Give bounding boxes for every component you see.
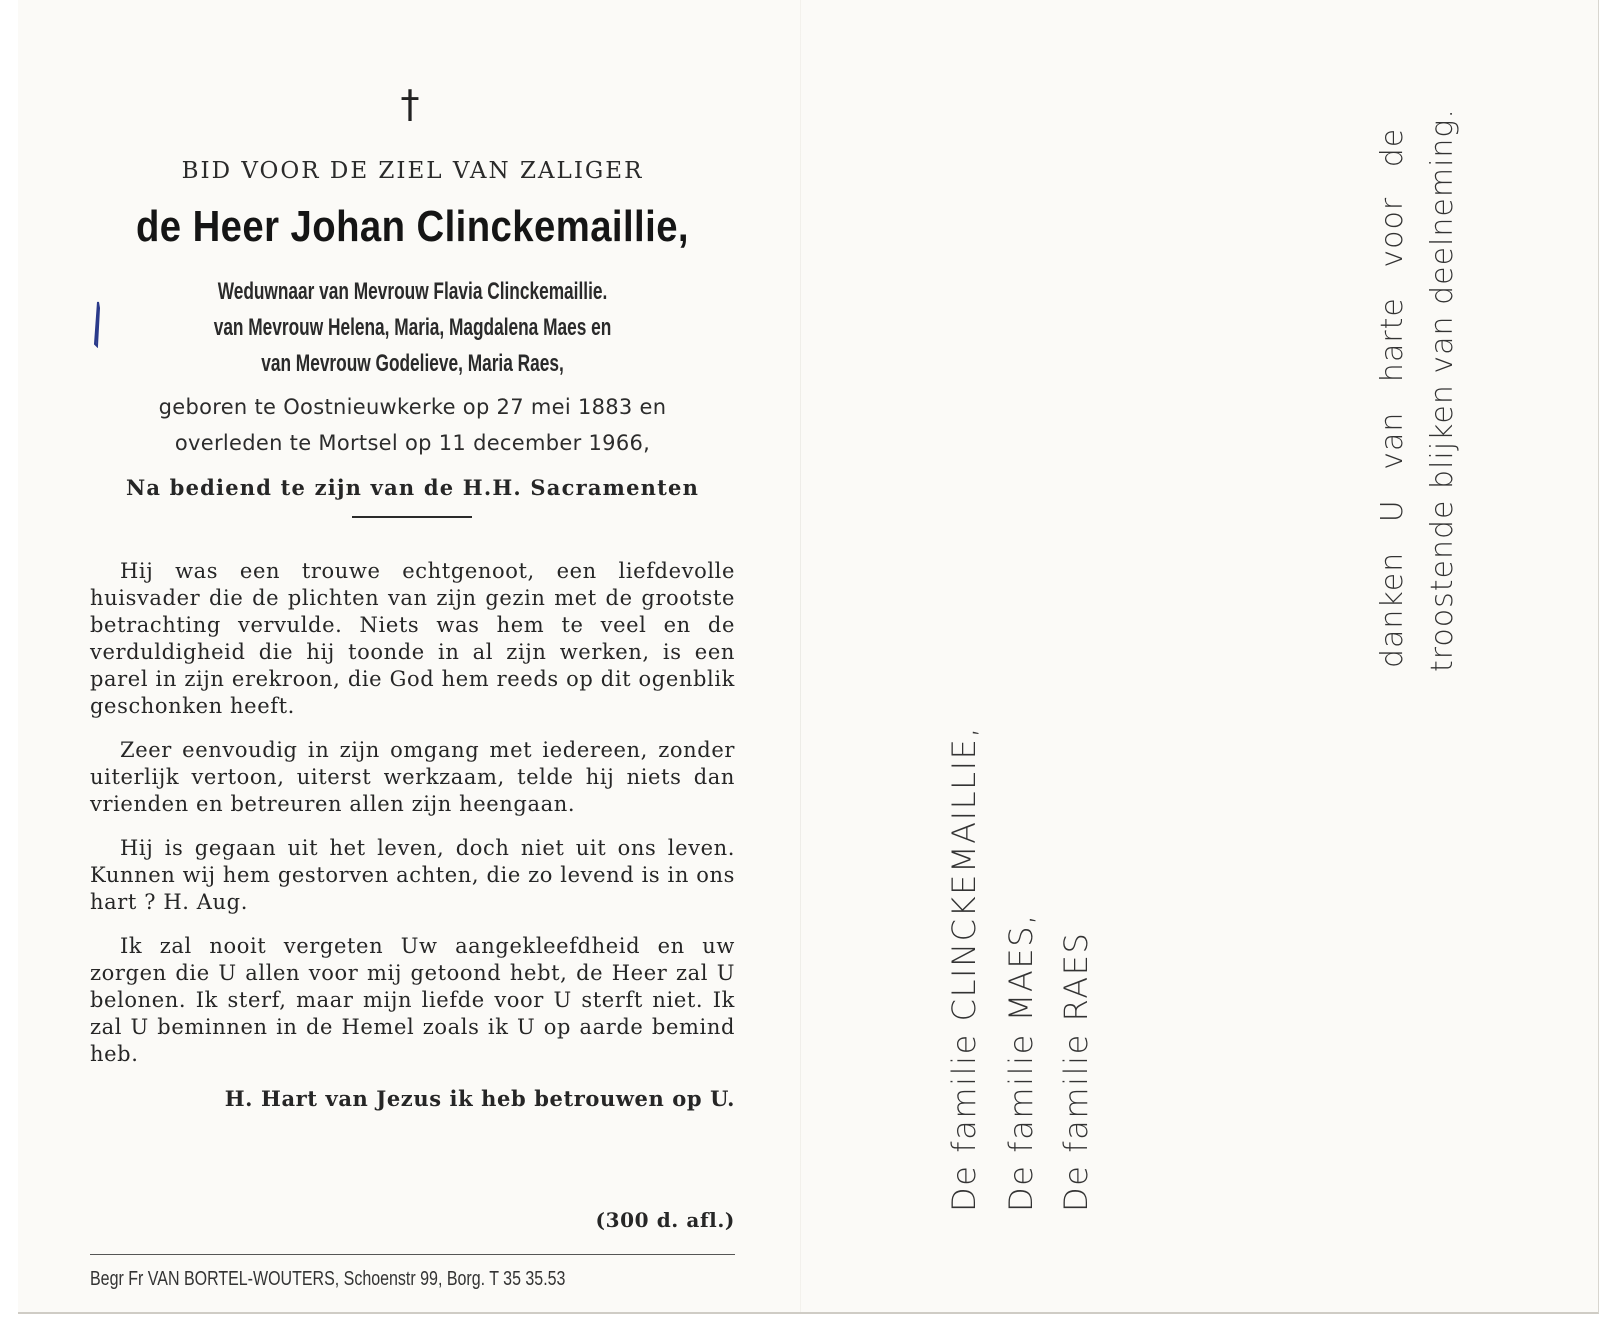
family-line: De familie RAES (1057, 931, 1095, 1212)
widower-line: van Mevrouw Godelieve, Maria Raes, (261, 350, 564, 377)
thanks-line: danken U van harte voor de (1375, 127, 1410, 668)
cross-icon: † (400, 82, 420, 126)
prayer-heading: BID VOOR DE ZIEL VAN ZALIGER (181, 158, 644, 184)
paragraph: Hij is gegaan uit het leven, doch niet uit ons leven. Kunnen wij hem gestorven achten, die zo levend is in ons hart ? H. Aug. (90, 836, 736, 914)
paragraph: Ik zal nooit vergeten Uw aangekleefdheid en uw zorgen die U allen voor mij getoond hebt, de Heer zal U belonen. Ik sterf, maar mijn liefde voor U sterft niet. Ik zal U beminnen in de Hemel zoals ik U op aarde bemind heb. (90, 934, 735, 1066)
widower-line: van Mevrouw Helena, Maria, Magdalena Maes en (213, 314, 612, 341)
memorial-text (90, 558, 735, 1112)
widower-line: Weduwnaar van Mevrouw Flavia Clinckemaillie. (217, 278, 608, 305)
death-line: overleden te Mortsel op 11 december 1966, (174, 431, 651, 455)
divider (352, 516, 472, 518)
pen-mark-icon (93, 300, 101, 348)
family-line: De familie MAES, (1002, 913, 1040, 1212)
family-line: De familie CLINCKEMAILLIE, (945, 725, 983, 1212)
indulgence-note: (300 d. afl.) (595, 1208, 735, 1232)
paragraph: Zeer eenvoudig in zijn omgang met iedereen, zonder uiterlijk vertoon, uiterst werkzaam, telde hij niets dan vrienden en betreuren allen zijn heengaan. (90, 738, 735, 816)
thanks-line: troostende blijken van deelneming. (1425, 108, 1460, 672)
deceased-name: de Heer Johan Clinckemaillie, (135, 202, 689, 251)
paragraph: Hij was een trouwe echtgenoot, een liefdevolle huisvader die de plichten van zijn gezin met de grootste betrachting vervulde. Niets was hem te veel en de verduldigheid die hij toonde in al zijn werken, is een parel in zijn erekroon, die God hem reeds op dit ogenblik geschonken heeft. (90, 559, 735, 718)
printer-credit: Begr Fr VAN BORTEL-WOUTERS, Schoenstr 99, Borg. T 35 35.53 (90, 1268, 566, 1290)
fold-line (800, 0, 801, 1312)
prayer-line: H. Hart van Jezus ik heb betrouwen op U. (224, 1086, 735, 1111)
birth-line: geboren te Oostnieuwkerke op 27 mei 1883 en (158, 395, 667, 419)
sacraments-line: Na bediend te zijn van de H.H. Sacramenten (125, 475, 700, 500)
footer-divider (90, 1254, 735, 1255)
